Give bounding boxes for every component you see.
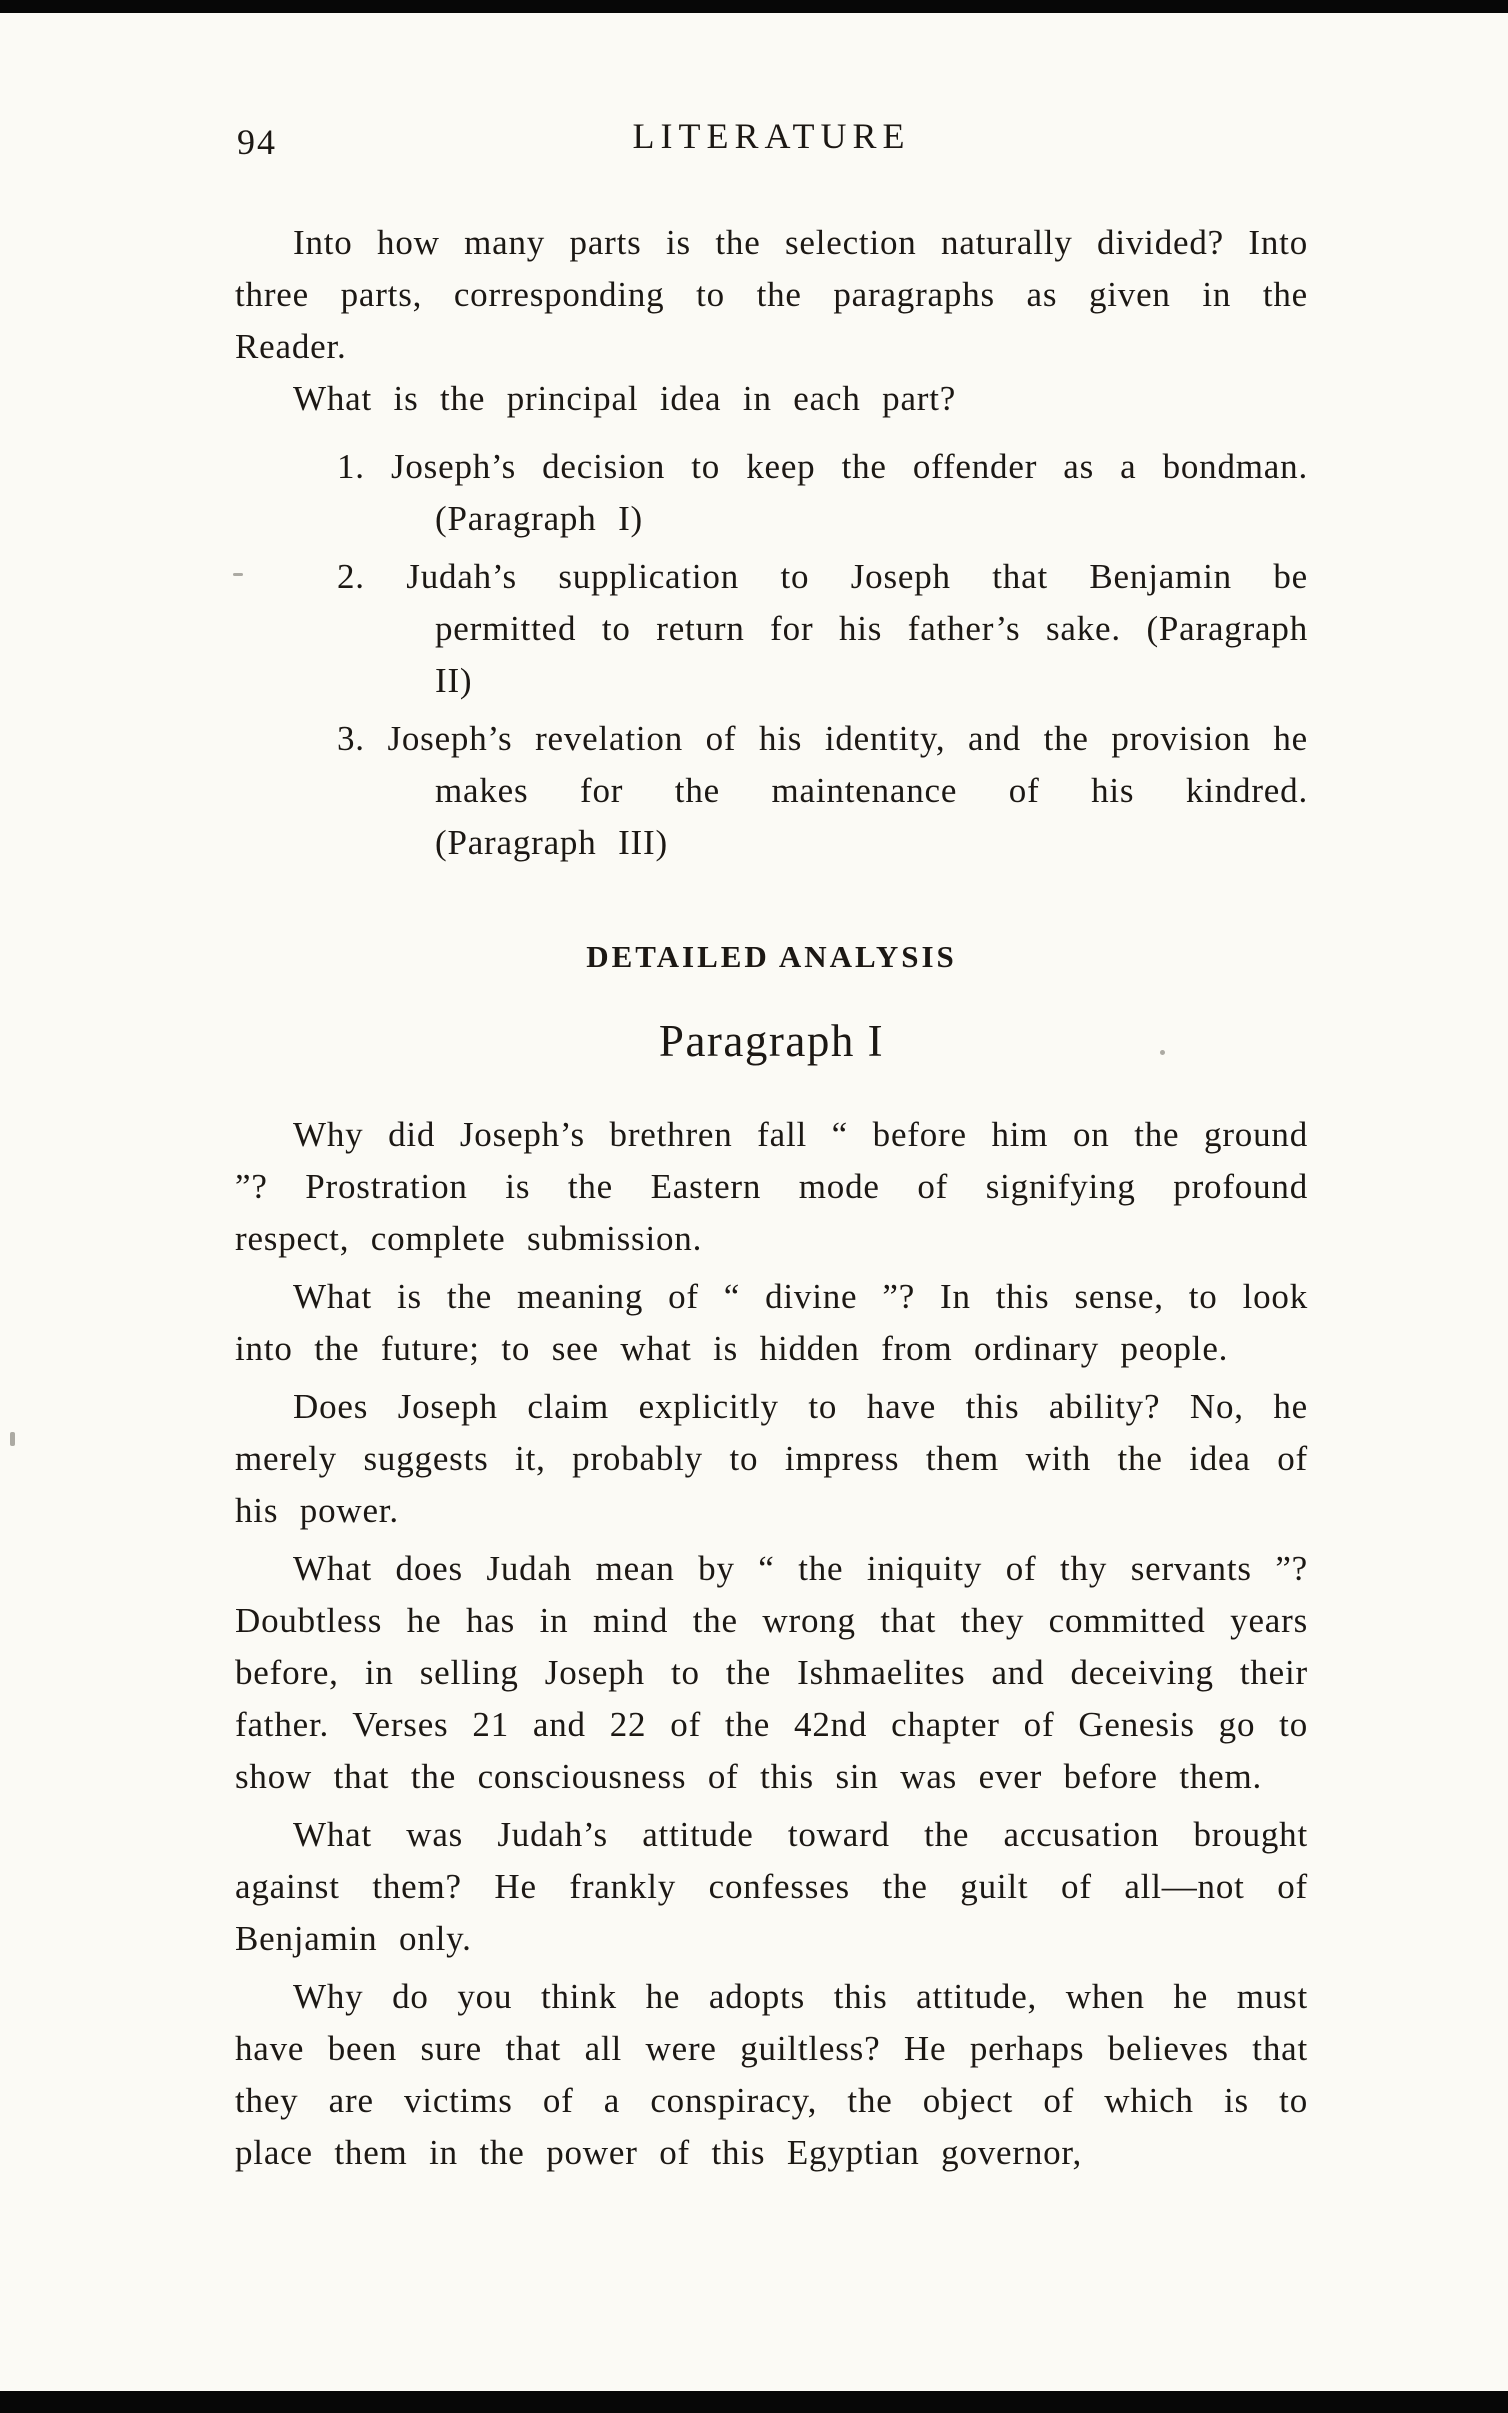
analysis-paragraph-2: What is the meaning of “ divine ”? In this sense, to look into the future; to see what is hidden from ordinary people. xyxy=(235,1277,1308,1368)
analysis-paragraph-5: What was Judah’s attitude toward the accusation brought against them? He frankly confesses the guilt of all—not of Benjamin only. xyxy=(235,1815,1308,1958)
list-item-1: 1. Joseph’s decision to keep the offender as a bondman. (Paragraph I) xyxy=(337,447,1308,538)
list-item-3: 3. Joseph’s revelation of his identity, and the provision he makes for the maintenance of his kindred. (Paragraph III) xyxy=(337,719,1308,862)
page-content xyxy=(235,115,1308,2179)
section-heading: DETAILED ANALYSIS xyxy=(586,939,957,974)
analysis-paragraph-1: Why did Joseph’s brethren fall “ before him on the ground ”? Prostration is the Eastern mode of signifying profound respect, complete submission. xyxy=(235,1115,1308,1258)
analysis-paragraph-6: Why do you think he adopts this attitude, when he must have been sure that all were guiltless? He perhaps believes that they are victims of a conspiracy, the object of which is to place them in the power of this Egyptian governor, xyxy=(235,1977,1308,2172)
detailed-analysis-section xyxy=(235,1109,1308,2179)
scan-edge-bottom xyxy=(0,2391,1508,2413)
list-item-2: 2. Judah’s supplication to Joseph that Benjamin be permitted to return for his father’s sake. (Paragraph II) xyxy=(337,557,1308,700)
intro-paragraph: Into how many parts is the selection naturally divided? Into three parts, corresponding to the paragraphs as given in the Reader. xyxy=(235,223,1308,366)
analysis-paragraph-4: What does Judah mean by “ the iniquity of thy servants ”? Doubtless he has in mind the wrong that they committed years before, in selling Joseph to the Ishmaelites and deceiving their father. Verses 21 and 22 of the 42nd chapter of Genesis go to show that the consciousness of this sin was ever before them. xyxy=(235,1549,1308,1796)
section-subheading: Paragraph I xyxy=(658,1016,885,1066)
running-header xyxy=(235,115,1308,173)
scan-edge-top xyxy=(0,0,1508,13)
parts-list xyxy=(235,441,1308,869)
page-number: 94 xyxy=(237,122,277,162)
intro-question: What is the principal idea in each part? xyxy=(293,379,957,418)
running-head-title: LITERATURE xyxy=(632,116,911,156)
analysis-paragraph-3: Does Joseph claim explicitly to have this ability? No, he merely suggests it, probably to impress them with the idea of his power. xyxy=(235,1387,1308,1530)
scan-speck xyxy=(10,1432,15,1446)
